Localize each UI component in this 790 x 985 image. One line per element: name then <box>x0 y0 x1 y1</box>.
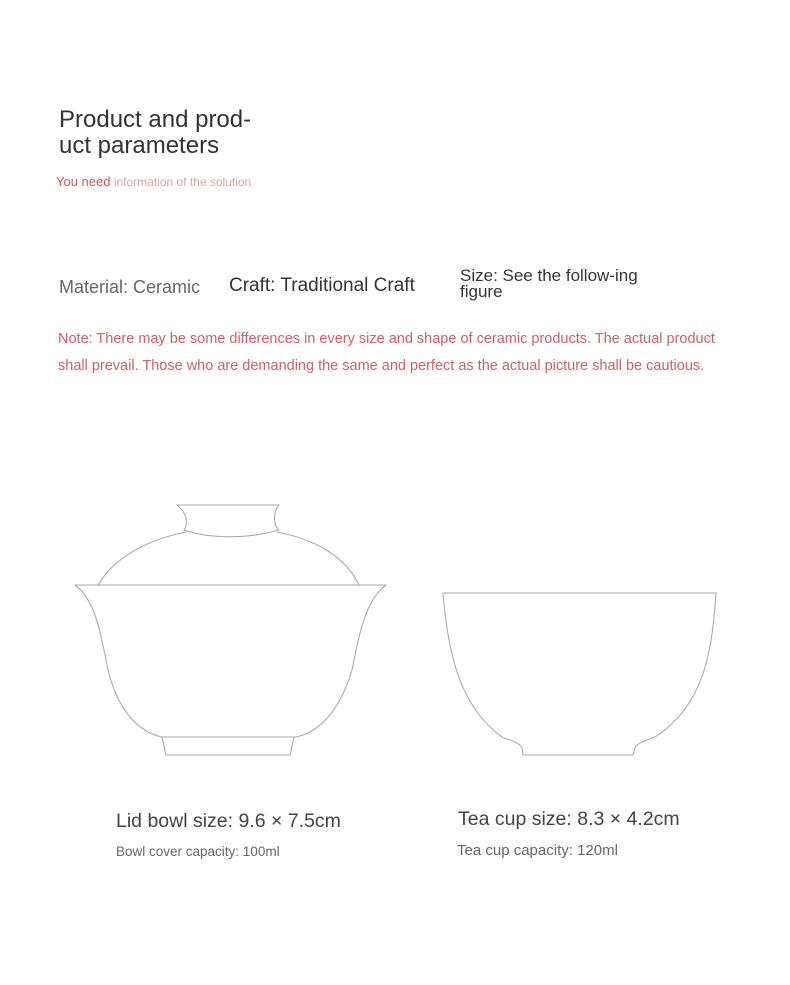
craft-parameter: Craft: Traditional Craft <box>229 275 415 296</box>
disclaimer-note: Note: There may be some differences in every size and shape of ceramic products. The actual product shall prevail. Those who are demanding the same and perfect as the actual picture shall be cautious. <box>58 331 715 374</box>
lid-bowl-size-label: Lid bowl size: 9.6 × 7.5cm <box>116 810 341 832</box>
page-title: Product and prod-uct parameters <box>59 106 252 159</box>
lid-knob-outline <box>177 505 279 537</box>
size-parameter: Size: See the follow-ing figure <box>460 266 638 301</box>
tea-cup-size-label: Tea cup size: 8.3 × 4.2cm <box>458 808 680 830</box>
lid-bowl-capacity-label: Bowl cover capacity: 100ml <box>116 844 280 859</box>
bowl-foot-outline <box>162 737 294 755</box>
lid-dome-outline <box>98 532 359 585</box>
bowl-body-outline <box>75 585 386 737</box>
tea-cup-body-outline <box>443 593 716 755</box>
subtitle-rest: information of the solution <box>110 175 252 189</box>
tea-cup-illustration <box>443 593 716 755</box>
subtitle-lead: You need <box>56 174 111 189</box>
tea-cup-capacity-label: Tea cup capacity: 120ml <box>457 842 618 859</box>
lid-bowl-illustration <box>75 505 386 755</box>
material-parameter: Material: Ceramic <box>59 277 201 297</box>
